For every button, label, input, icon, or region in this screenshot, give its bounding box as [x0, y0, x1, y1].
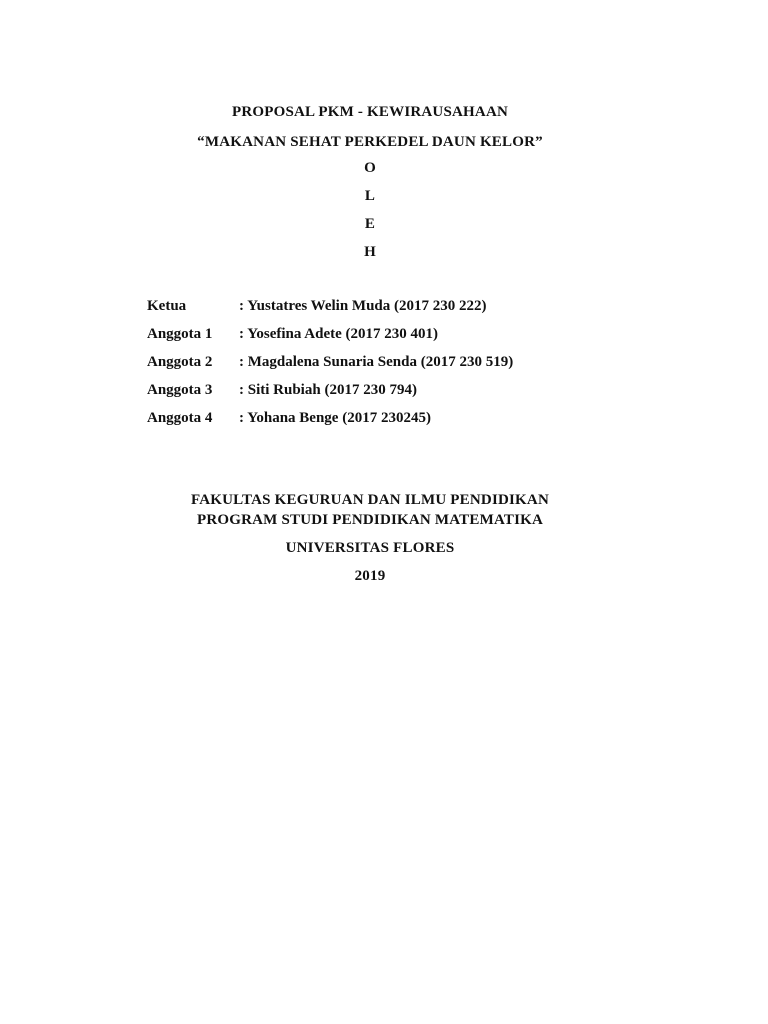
member-row-anggota-4 [147, 408, 647, 428]
member-row-anggota-2 [147, 352, 647, 372]
member-row-anggota-3 [147, 380, 647, 400]
study-program-name: PROGRAM STUDI PENDIDIKAN MATEMATIKA [196, 512, 544, 528]
member-name: : Yosefina Adete (2017 230 401) [239, 326, 439, 342]
member-role: Anggota 3 [147, 382, 213, 398]
year: 2019 [354, 568, 386, 584]
member-role: Anggota 2 [147, 354, 213, 370]
university-name: UNIVERSITAS FLORES [285, 540, 455, 556]
member-role: Anggota 1 [147, 326, 213, 342]
member-name: : Siti Rubiah (2017 230 794) [239, 382, 417, 398]
oleh-letter-o: O [364, 160, 376, 176]
proposal-title: PROPOSAL PKM - KEWIRAUSAHAAN [231, 104, 509, 120]
oleh-letter-e: E [364, 216, 376, 232]
oleh-letter-l: L [364, 188, 376, 204]
member-name: : Yustatres Welin Muda (2017 230 222) [239, 298, 487, 314]
member-row-ketua [147, 296, 647, 316]
member-role: Anggota 4 [147, 410, 213, 426]
member-row-anggota-1 [147, 324, 647, 344]
member-role: Ketua [147, 298, 187, 314]
oleh-letter-h: H [364, 244, 376, 260]
member-name: : Yohana Benge (2017 230245) [239, 410, 431, 426]
member-name: : Magdalena Sunaria Senda (2017 230 519) [239, 354, 514, 370]
proposal-subtitle: “MAKANAN SEHAT PERKEDEL DAUN KELOR” [197, 134, 543, 150]
faculty-name: FAKULTAS KEGURUAN DAN ILMU PENDIDIKAN [191, 492, 549, 508]
